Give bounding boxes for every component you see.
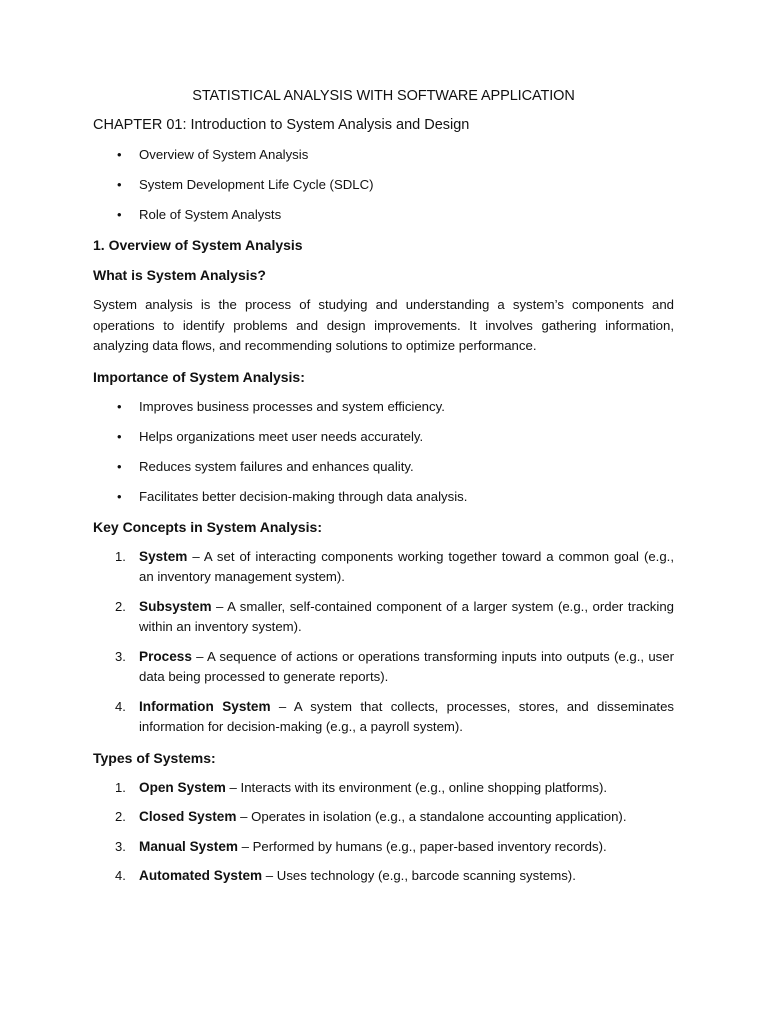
types-list — [93, 778, 674, 887]
list-item — [93, 397, 674, 417]
list-item-text: Reduces system failures and enhances quality. — [139, 458, 414, 474]
concept-description: – A system that collects, processes, stores, and disseminates information for decision-making (e.g., a payroll system). — [139, 698, 674, 734]
list-item — [93, 597, 674, 638]
what-is-paragraph: System analysis is the process of studying and understanding a system’s components and operations to identify problems and design improvements. It involves gathering information, analyzing data flows, and recommending solutions to optimize performance. — [93, 297, 674, 353]
type-description: – Uses technology (e.g., barcode scanning systems). — [262, 868, 576, 883]
list-item-text: Facilitates better decision-making through data analysis. — [139, 488, 468, 504]
list-number: 4. — [115, 868, 126, 883]
document-page — [93, 86, 674, 897]
list-item — [93, 547, 674, 588]
list-item — [93, 866, 674, 887]
list-item-text: Overview of System Analysis — [139, 147, 309, 162]
importance-list — [93, 397, 674, 507]
list-number: 2. — [115, 598, 126, 614]
chapter-topics-list — [93, 145, 674, 225]
concept-term: Process — [139, 648, 192, 664]
list-item-text: Improves business processes and system efficiency. — [139, 398, 445, 414]
bullet-icon: • — [117, 147, 122, 162]
list-number: 1. — [115, 548, 126, 564]
type-description: – Interacts with its environment (e.g., online shopping platforms). — [225, 779, 608, 795]
bullet-icon: • — [117, 177, 122, 192]
list-number: 2. — [115, 809, 126, 824]
type-description: – Operates in isolation (e.g., a standalone accounting application). — [236, 809, 627, 824]
list-item — [93, 145, 674, 165]
bullet-icon: • — [117, 428, 122, 444]
list-item — [93, 175, 674, 195]
concept-term: Subsystem — [139, 598, 212, 614]
list-item — [93, 697, 674, 738]
type-term: Manual System — [139, 838, 238, 854]
list-item-text: System Development Life Cycle (SDLC) — [139, 177, 374, 192]
bullet-icon: • — [117, 398, 122, 414]
list-number: 3. — [115, 838, 126, 854]
list-item — [93, 837, 674, 858]
list-number: 4. — [115, 698, 126, 714]
list-item — [93, 807, 674, 828]
list-item — [93, 647, 674, 688]
section-heading: 1. Overview of System Analysis — [93, 237, 303, 253]
types-heading: Types of Systems: — [93, 749, 216, 766]
key-concepts-heading: Key Concepts in System Analysis: — [93, 518, 323, 535]
list-item — [93, 778, 674, 799]
type-description: – Performed by humans (e.g., paper-based inventory records). — [237, 838, 607, 854]
type-term: Closed System — [139, 809, 237, 824]
key-concepts-list — [93, 547, 674, 738]
what-is-heading: What is System Analysis? — [93, 267, 266, 283]
list-item — [93, 205, 674, 225]
concept-description: – A sequence of actions or operations transforming inputs into outputs (e.g., user data being processed to generate reports). — [139, 648, 674, 684]
list-item-text: Role of System Analysts — [139, 207, 282, 222]
type-term: Automated System — [139, 868, 263, 883]
list-number: 3. — [115, 648, 126, 664]
chapter-title: CHAPTER 01: Introduction to System Analysis and Design — [93, 117, 470, 133]
type-term: Open System — [139, 779, 226, 795]
list-number: 1. — [115, 779, 126, 795]
list-item — [93, 427, 674, 447]
list-item — [93, 487, 674, 507]
list-item-text: Helps organizations meet user needs accurately. — [139, 428, 424, 444]
concept-description: – A set of interacting components working together toward a common goal (e.g., an inventory management system). — [139, 548, 674, 584]
concept-term: Information System — [139, 698, 271, 714]
importance-heading: Importance of System Analysis: — [93, 368, 305, 385]
bullet-icon: • — [117, 488, 122, 504]
document-title: STATISTICAL ANALYSIS WITH SOFTWARE APPLICATION — [192, 88, 575, 104]
bullet-icon: • — [117, 458, 122, 474]
list-item — [93, 457, 674, 477]
bullet-icon: • — [117, 207, 122, 222]
concept-term: System — [139, 548, 188, 564]
concept-description: – A smaller, self-contained component of a larger system (e.g., order tracking within an inventory system). — [139, 598, 674, 634]
